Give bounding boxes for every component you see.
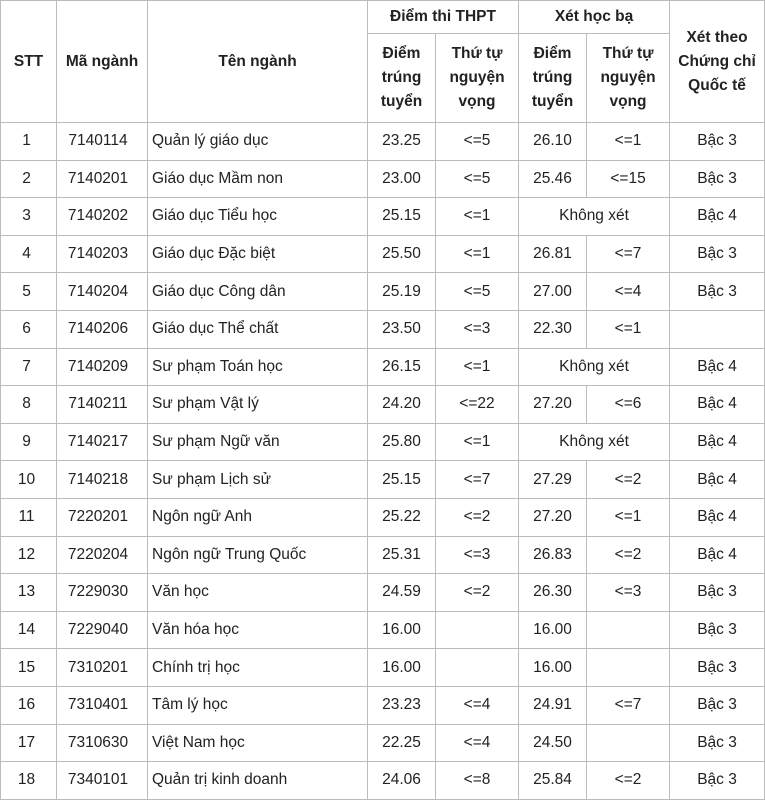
row-thpt-score: 23.00: [368, 160, 436, 198]
row-name: Giáo dục Thể chất: [148, 310, 368, 348]
table-row: [1, 762, 765, 800]
row-thpt-order: <=5: [436, 273, 519, 311]
row-thpt-order: [436, 649, 519, 687]
row-hb-order: <=1: [587, 498, 670, 536]
row-thpt-score: 25.50: [368, 235, 436, 273]
row-thpt-order: <=4: [436, 686, 519, 724]
row-hb-order: [587, 724, 670, 762]
row-name: Văn hóa học: [148, 611, 368, 649]
table-row: [1, 160, 765, 198]
row-hb-score: 26.81: [519, 235, 587, 273]
row-hb-score: 25.46: [519, 160, 587, 198]
row-thpt-score: 16.00: [368, 649, 436, 687]
row-stt: 15: [1, 649, 57, 687]
header-cert: [670, 1, 765, 123]
row-hb-merged: Không xét: [519, 348, 670, 386]
row-thpt-score: 26.15: [368, 348, 436, 386]
row-name: Tâm lý học: [148, 686, 368, 724]
row-hb-order: <=2: [587, 461, 670, 499]
row-thpt-order: <=1: [436, 198, 519, 236]
row-hb-score: 25.84: [519, 762, 587, 800]
row-stt: 1: [1, 123, 57, 161]
row-cert: Bậc 3: [670, 123, 765, 161]
row-name: Ngôn ngữ Trung Quốc: [148, 536, 368, 574]
row-thpt-order: <=1: [436, 235, 519, 273]
row-code: 7229040: [57, 611, 148, 649]
row-stt: 7: [1, 348, 57, 386]
row-name: Sư phạm Lịch sử: [148, 461, 368, 499]
row-cert: Bậc 4: [670, 348, 765, 386]
row-code: 7140209: [57, 348, 148, 386]
row-name: Giáo dục Đặc biệt: [148, 235, 368, 273]
row-stt: 6: [1, 310, 57, 348]
header-thpt-order: [436, 34, 519, 123]
row-cert: Bậc 3: [670, 762, 765, 800]
table-row: [1, 348, 765, 386]
row-thpt-order: <=1: [436, 423, 519, 461]
row-hb-order: <=4: [587, 273, 670, 311]
row-stt: 10: [1, 461, 57, 499]
row-name: Quản trị kinh doanh: [148, 762, 368, 800]
row-code: 7310630: [57, 724, 148, 762]
row-name: Ngôn ngữ Anh: [148, 498, 368, 536]
row-stt: 8: [1, 386, 57, 424]
row-hb-order: <=1: [587, 310, 670, 348]
row-stt: 4: [1, 235, 57, 273]
row-hb-order: <=2: [587, 536, 670, 574]
row-hb-score: 24.50: [519, 724, 587, 762]
row-thpt-order: [436, 611, 519, 649]
row-stt: 16: [1, 686, 57, 724]
row-name: Giáo dục Mầm non: [148, 160, 368, 198]
table-row: [1, 123, 765, 161]
row-thpt-order: <=5: [436, 123, 519, 161]
table-row: [1, 461, 765, 499]
row-cert: Bậc 3: [670, 611, 765, 649]
row-code: 7140202: [57, 198, 148, 236]
table-row: [1, 536, 765, 574]
row-cert: Bậc 3: [670, 649, 765, 687]
row-hb-order: <=7: [587, 686, 670, 724]
row-cert: Bậc 4: [670, 423, 765, 461]
row-name: Quản lý giáo dục: [148, 123, 368, 161]
table-row: [1, 198, 765, 236]
row-stt: 5: [1, 273, 57, 311]
row-code: 7140203: [57, 235, 148, 273]
row-thpt-score: 24.06: [368, 762, 436, 800]
header-thpt-order-label: Thứ tự nguyện vọng: [449, 45, 505, 110]
row-thpt-score: 24.20: [368, 386, 436, 424]
row-thpt-score: 25.31: [368, 536, 436, 574]
row-thpt-score: 24.59: [368, 574, 436, 612]
row-stt: 18: [1, 762, 57, 800]
row-hb-score: 27.20: [519, 498, 587, 536]
row-hb-score: 26.30: [519, 574, 587, 612]
table-row: [1, 423, 765, 461]
row-thpt-score: 23.25: [368, 123, 436, 161]
row-name: Chính trị học: [148, 649, 368, 687]
row-thpt-order: <=3: [436, 536, 519, 574]
row-hb-score: 27.00: [519, 273, 587, 311]
header-cert-label: Xét theo Chứng chỉ Quốc tế: [678, 28, 756, 94]
row-code: 7140201: [57, 160, 148, 198]
row-hb-score: 27.29: [519, 461, 587, 499]
row-stt: 2: [1, 160, 57, 198]
row-hb-order: <=1: [587, 123, 670, 161]
row-name: Việt Nam học: [148, 724, 368, 762]
row-thpt-order: <=2: [436, 498, 519, 536]
row-code: 7340101: [57, 762, 148, 800]
row-cert: Bậc 4: [670, 536, 765, 574]
row-thpt-score: 22.25: [368, 724, 436, 762]
table-row: [1, 611, 765, 649]
row-hb-order: <=7: [587, 235, 670, 273]
row-stt: 11: [1, 498, 57, 536]
table-header: [1, 1, 765, 123]
row-hb-order: [587, 649, 670, 687]
row-name: Giáo dục Công dân: [148, 273, 368, 311]
row-code: 7220201: [57, 498, 148, 536]
row-thpt-order: <=22: [436, 386, 519, 424]
row-code: 7140218: [57, 461, 148, 499]
row-hb-score: 22.30: [519, 310, 587, 348]
row-hb-merged: Không xét: [519, 198, 670, 236]
row-stt: 14: [1, 611, 57, 649]
row-thpt-score: 25.15: [368, 198, 436, 236]
row-code: 7140114: [57, 123, 148, 161]
row-thpt-score: 23.23: [368, 686, 436, 724]
row-stt: 12: [1, 536, 57, 574]
row-name: Sư phạm Toán học: [148, 348, 368, 386]
row-hb-score: 24.91: [519, 686, 587, 724]
row-thpt-score: 23.50: [368, 310, 436, 348]
row-cert: Bậc 4: [670, 198, 765, 236]
row-stt: 17: [1, 724, 57, 762]
header-name: Tên ngành: [148, 1, 368, 123]
row-name: Giáo dục Tiểu học: [148, 198, 368, 236]
row-code: 7229030: [57, 574, 148, 612]
row-hb-score: 26.83: [519, 536, 587, 574]
row-hb-order: <=3: [587, 574, 670, 612]
row-code: 7310401: [57, 686, 148, 724]
row-cert: Bậc 3: [670, 160, 765, 198]
header-hb-order-label: Thứ tự nguyện vọng: [600, 45, 656, 110]
row-name: Sư phạm Vật lý: [148, 386, 368, 424]
row-hb-score: 26.10: [519, 123, 587, 161]
row-cert: Bậc 4: [670, 386, 765, 424]
table-row: [1, 273, 765, 311]
row-hb-score: 16.00: [519, 649, 587, 687]
row-thpt-score: 16.00: [368, 611, 436, 649]
table-row: [1, 649, 765, 687]
header-thpt-score-label: Điểm trúng tuyển: [380, 45, 423, 110]
row-hb-score: 27.20: [519, 386, 587, 424]
row-hb-order: <=6: [587, 386, 670, 424]
row-thpt-score: 25.80: [368, 423, 436, 461]
row-code: 7140211: [57, 386, 148, 424]
header-stt: STT: [1, 1, 57, 123]
row-cert: Bậc 4: [670, 461, 765, 499]
row-code: 7220204: [57, 536, 148, 574]
row-hb-order: <=15: [587, 160, 670, 198]
header-hb-score-label: Điểm trúng tuyển: [531, 45, 574, 110]
row-thpt-order: <=5: [436, 160, 519, 198]
row-thpt-order: <=1: [436, 348, 519, 386]
table-row: [1, 498, 765, 536]
row-hb-order: <=2: [587, 762, 670, 800]
table-row: [1, 574, 765, 612]
row-cert: Bậc 4: [670, 498, 765, 536]
row-hb-merged: Không xét: [519, 423, 670, 461]
table-row: [1, 686, 765, 724]
row-stt: 13: [1, 574, 57, 612]
table-body: [1, 123, 765, 800]
row-stt: 3: [1, 198, 57, 236]
row-cert: Bậc 3: [670, 724, 765, 762]
row-code: 7140217: [57, 423, 148, 461]
row-thpt-order: <=7: [436, 461, 519, 499]
row-cert: Bậc 3: [670, 686, 765, 724]
row-name: Sư phạm Ngữ văn: [148, 423, 368, 461]
table-row: [1, 386, 765, 424]
row-thpt-order: <=2: [436, 574, 519, 612]
header-group-hocba: Xét học bạ: [519, 1, 670, 34]
row-hb-score: 16.00: [519, 611, 587, 649]
row-cert: Bậc 3: [670, 273, 765, 311]
row-hb-order: [587, 611, 670, 649]
row-thpt-score: 25.15: [368, 461, 436, 499]
table-row: [1, 724, 765, 762]
header-thpt-score: [368, 34, 436, 123]
row-thpt-score: 25.19: [368, 273, 436, 311]
row-cert: Bậc 3: [670, 574, 765, 612]
table-row: [1, 235, 765, 273]
row-thpt-order: <=3: [436, 310, 519, 348]
table-row: [1, 310, 765, 348]
row-stt: 9: [1, 423, 57, 461]
header-hb-order: [587, 34, 670, 123]
header-code: Mã ngành: [57, 1, 148, 123]
row-thpt-order: <=8: [436, 762, 519, 800]
row-code: 7140206: [57, 310, 148, 348]
row-cert: Bậc 3: [670, 235, 765, 273]
row-name: Văn học: [148, 574, 368, 612]
header-group-thpt: Điểm thi THPT: [368, 1, 519, 34]
row-code: 7310201: [57, 649, 148, 687]
row-code: 7140204: [57, 273, 148, 311]
row-thpt-score: 25.22: [368, 498, 436, 536]
header-hb-score: [519, 34, 587, 123]
row-cert: [670, 310, 765, 348]
row-thpt-order: <=4: [436, 724, 519, 762]
